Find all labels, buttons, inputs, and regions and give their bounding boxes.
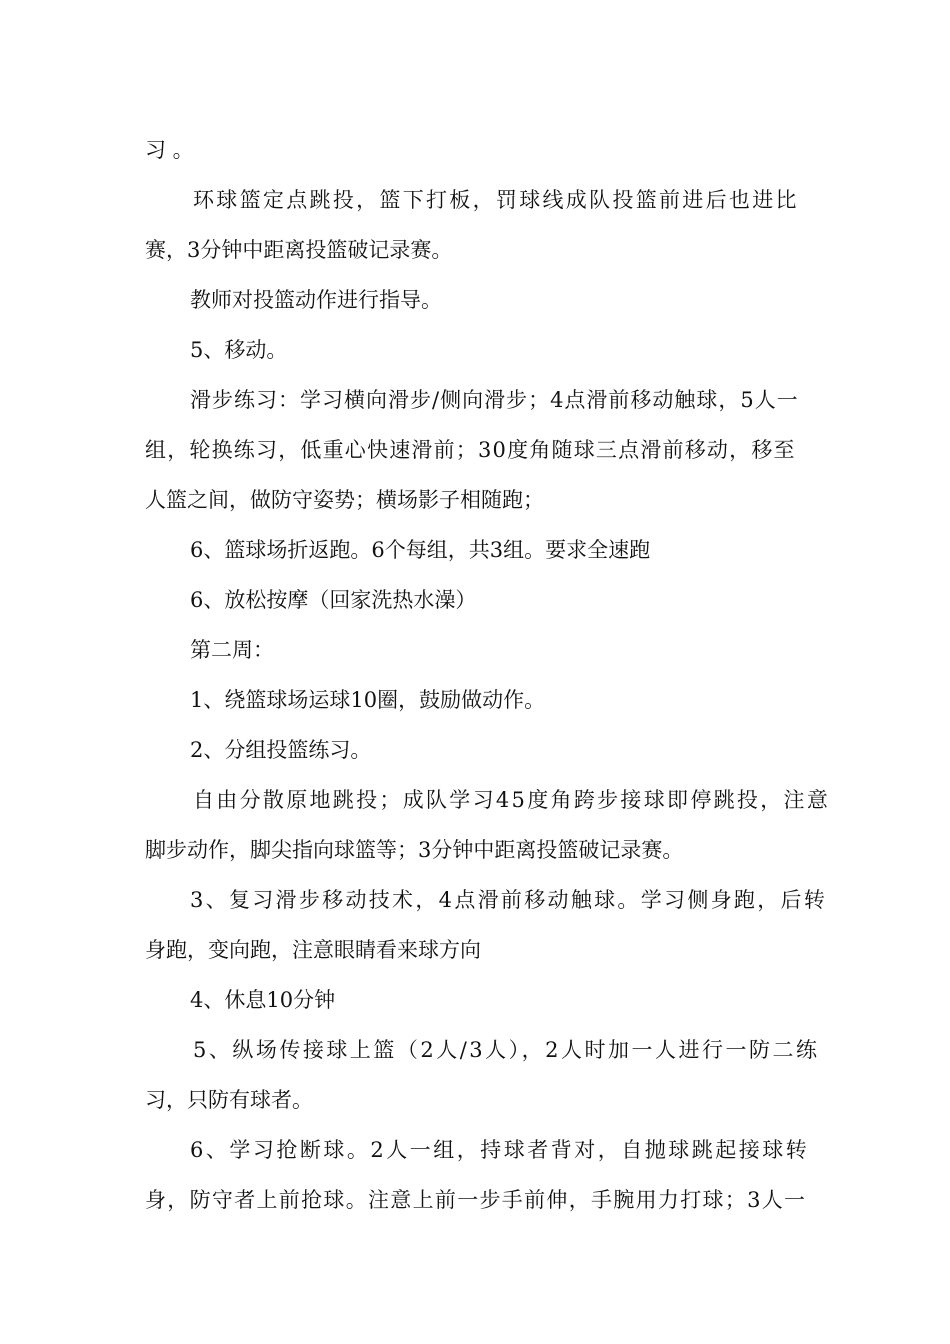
text-line-defend-ball-holder: 习，只防有球者。 [145, 1088, 313, 1112]
text-line-passing-layup: 5、纵场传接球上篮（2人/3人），2人时加一人进行一防二练 [193, 1038, 820, 1062]
text-line-rest: 4、休息10分钟 [190, 988, 336, 1012]
text-line-turn-run: 身跑，变向跑，注意眼睛看来球方向 [145, 938, 481, 962]
text-line-group-shooting: 2、分组投篮练习。 [190, 738, 372, 762]
text-line-dribbling: 1、绕篮球场运球10圈，鼓励做动作。 [190, 688, 546, 712]
heading-movement: 5、移动。 [190, 338, 288, 362]
text-line-jump-shot: 自由分散原地跳投；成队学习45度角跨步接球即停跳投，注意 [193, 788, 831, 812]
text-line-steal-technique: 身，防守者上前抢球。注意上前一步手前伸，手腕用力打球；3人一 [145, 1188, 807, 1212]
text-line-slide-step: 滑步练习：学习横向滑步/侧向滑步；4点滑前移动触球，5人一 [190, 388, 799, 412]
text-line-shooting-record: 赛，3分钟中距离投篮破记录赛。 [145, 238, 453, 262]
text-line-cooldown: 6、放松按摩（回家洗热水澡） [190, 588, 477, 612]
text-line-steal-drill: 6、学习抢断球。2人一组，持球者背对，自抛球跳起接球转 [190, 1138, 810, 1162]
text-line-teacher-guidance: 教师对投篮动作进行指导。 [190, 288, 442, 312]
text-line-shuttle-run: 6、篮球场折返跑。6个每组，共3组。要求全速跑 [190, 538, 651, 562]
text-line-footwork: 脚步动作，脚尖指向球篮等；3分钟中距离投篮破记录赛。 [145, 838, 684, 862]
text-line-defense-stance: 人篮之间，做防守姿势；横场影子相随跑； [145, 488, 544, 512]
text-line-review-sliding: 3、复习滑步移动技术，4点滑前移动触球。学习侧身跑，后转 [190, 888, 828, 912]
text-line-rotation-practice: 组，轮换练习，低重心快速滑前；30度角随球三点滑前移动，移至 [145, 438, 796, 462]
text-line-continuation: 习 。 [145, 138, 194, 162]
text-line-shooting-drills: 环球篮定点跳投，篮下打板，罚球线成队投篮前进后也进比 [193, 188, 799, 212]
heading-week-two: 第二周： [190, 638, 274, 662]
